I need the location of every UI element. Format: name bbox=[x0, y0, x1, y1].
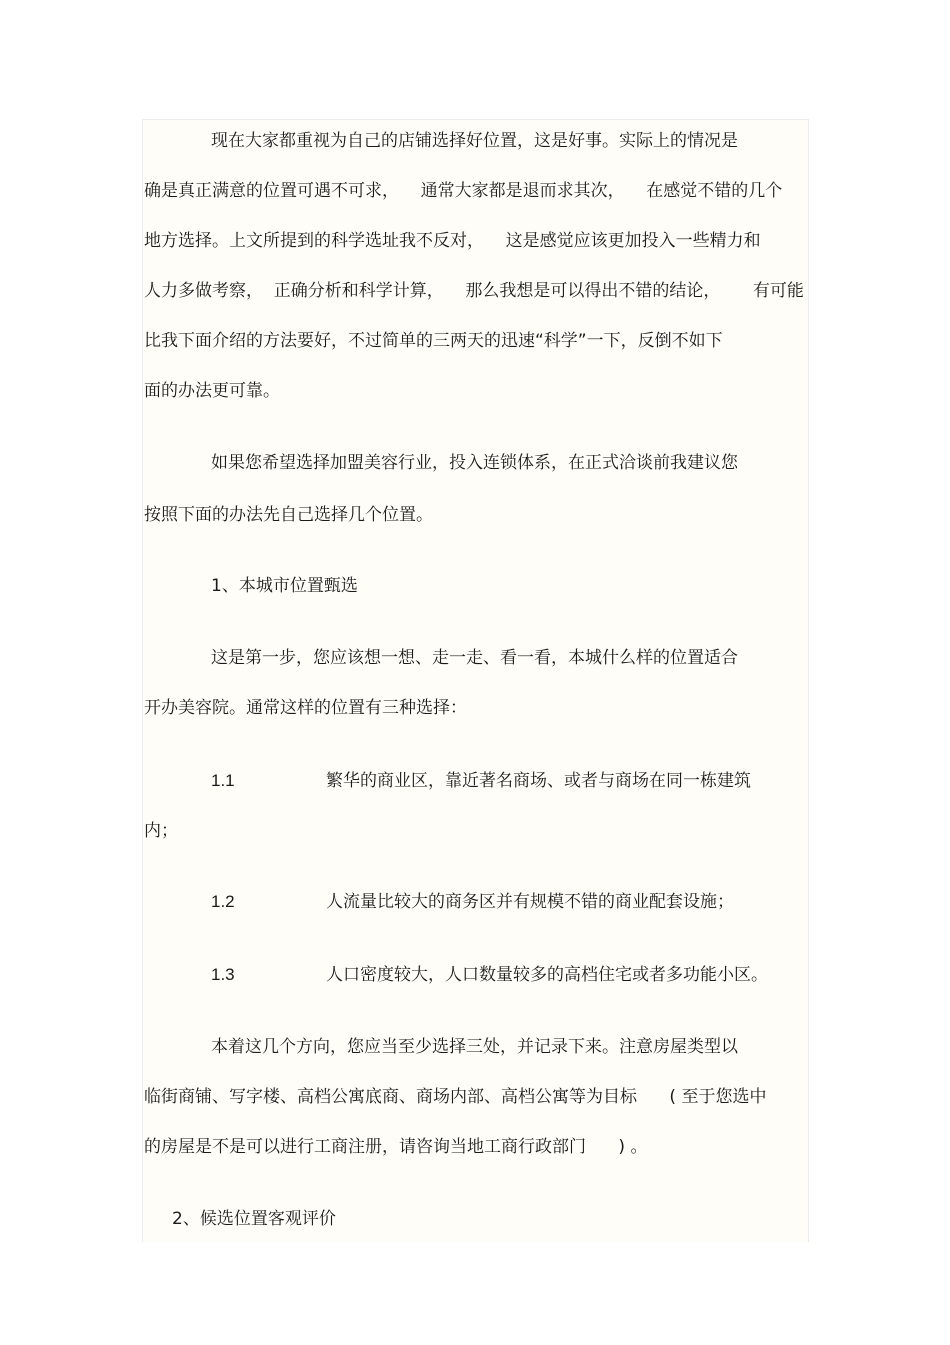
paragraph-2-line-2: 按照下面的办法先自己选择几个位置。 bbox=[144, 505, 433, 525]
list-item-1-text: 繁华的商业区，靠近著名商场、或者与商场在同一栋建筑 bbox=[326, 771, 751, 791]
section-heading-1: 1、本城市位置甄选 bbox=[211, 576, 358, 596]
list-item-2-text: 人流量比较大的商务区并有规模不错的商业配套设施； bbox=[326, 892, 734, 912]
paragraph-1-line-5: 比我下面介绍的方法要好，不过简单的三两天的迅速“科学”一下，反倒不如下 bbox=[144, 331, 723, 351]
list-item-3-text: 人口密度较大，人口数量较多的高档住宅或者多功能小区。 bbox=[326, 965, 768, 985]
paragraph-1-line-1: 现在大家都重视为自己的店铺选择好位置，这是好事。实际上的情况是 bbox=[211, 131, 738, 151]
list-item-1-continuation: 内； bbox=[144, 821, 178, 841]
paragraph-3-line-2: 开办美容院。通常这样的位置有三种选择： bbox=[144, 698, 467, 718]
list-item-3-number: 1.3 bbox=[211, 965, 235, 984]
paragraph-4-line-1: 本着这几个方向，您应当至少选择三处，并记录下来。注意房屋类型以 bbox=[211, 1037, 738, 1057]
section-heading-2: 2、候选位置客观评价 bbox=[172, 1209, 336, 1229]
paragraph-1-line-6: 面的办法更可靠。 bbox=[144, 381, 280, 401]
paragraph-3-line-1: 这是第一步，您应该想一想、走一走、看一看，本城什么样的位置适合 bbox=[211, 648, 738, 668]
paragraph-4-line-3: 的房屋是不是可以进行工商注册，请咨询当地工商行政部门 ) 。 bbox=[144, 1137, 648, 1157]
paragraph-1-line-2: 确是真正满意的位置可遇不可求， 通常大家都是退而求其次， 在感觉不错的几个 bbox=[144, 181, 783, 201]
paragraph-4-line-2: 临街商铺、写字楼、高档公寓底商、商场内部、高档公寓等为目标 ( 至于您选中 bbox=[144, 1087, 767, 1107]
paragraph-1-line-3: 地方选择。上文所提到的科学选址我不反对， 这是感觉应该更加投入一些精力和 bbox=[144, 231, 761, 251]
paragraph-1-line-4: 人力多做考察， 正确分析和科学计算， 那么我想是可以得出不错的结论， 有可能 bbox=[144, 281, 804, 301]
paragraph-2-line-1: 如果您希望选择加盟美容行业，投入连锁体系，在正式洽谈前我建议您 bbox=[211, 453, 738, 473]
list-item-2-number: 1.2 bbox=[211, 892, 235, 911]
list-item-1-number: 1.1 bbox=[211, 771, 235, 790]
